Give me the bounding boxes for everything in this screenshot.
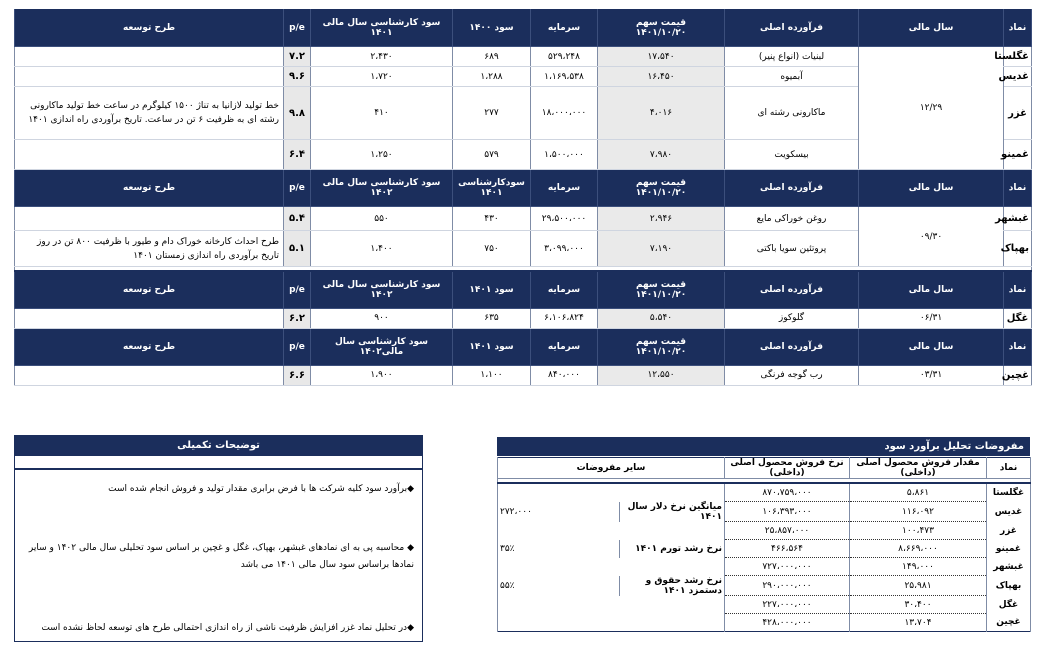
- plan-cell: طرح احداث کارخانه خوراک دام و طیور با ظرفیت ۸۰۰ تن در روز تاریخ برآوردی راه اندازی زمستان ۱۴۰۱: [15, 231, 284, 267]
- product-cell: آبمیوه: [725, 67, 859, 87]
- table-header-row: [15, 170, 1032, 207]
- other-label: نرخ رشد تورم ۱۴۰۱: [620, 540, 725, 558]
- col-symbol-header: نماد: [1004, 170, 1032, 207]
- diamond-bullet-icon: ◆: [407, 543, 414, 553]
- product-cell: ماکارونی رشته ای: [725, 87, 859, 140]
- col-symbol-header: نماد: [1004, 271, 1032, 308]
- pe-cell: ۵.۱: [284, 231, 311, 267]
- assumptions-title: مفروضات تحلیل برآورد سود: [497, 437, 1030, 456]
- note-item: ◆برآورد سود کلیه شرکت ها با فرض برابری مقدار تولید و فروش انجام شده است: [108, 484, 414, 494]
- capital-cell: ۸۴۰،۰۰۰: [531, 365, 598, 385]
- col-expert-header: سود کارشناسی سال مالی ۱۴۰۲: [311, 271, 453, 308]
- col-pe-header: p/e: [284, 10, 311, 47]
- col-fiscal-year-header: سال مالی: [859, 170, 1004, 207]
- symbol-cell: غگل: [987, 596, 1031, 614]
- rate-cell: ۲۲۷،۰۰۰،۰۰۰: [725, 596, 850, 614]
- col-fiscal-year-header: سال مالی: [859, 10, 1004, 47]
- symbol-cell: غدیس: [1004, 67, 1032, 87]
- col-fiscal-year-header: سال مالی: [859, 328, 1004, 365]
- profit-cell: ۶۸۹: [453, 47, 531, 67]
- profit-cell: ۲۷۷: [453, 87, 531, 140]
- plan-cell: [15, 365, 284, 385]
- col-plan-header: طرح توسعه: [15, 328, 284, 365]
- symbol-cell: غزر: [1004, 87, 1032, 140]
- pe-cell: ۵.۴: [284, 207, 311, 231]
- col-symbol-header: نماد: [987, 458, 1031, 479]
- table-row: [498, 502, 1031, 522]
- col-profit-header: سودکارشناسی ۱۴۰۱: [453, 170, 531, 207]
- profit-cell: ۱،۲۸۸: [453, 67, 531, 87]
- plan-cell: [15, 67, 284, 87]
- col-capital-header: سرمایه: [531, 328, 598, 365]
- col-symbol-header: نماد: [1004, 10, 1032, 47]
- pe-cell: ۹.۸: [284, 87, 311, 140]
- diamond-bullet-icon: ◆: [407, 484, 414, 494]
- col-profit-header: سود ۱۴۰۱: [453, 271, 531, 308]
- expert-profit-cell: ۱،۷۲۰: [311, 67, 453, 87]
- profit-cell: ۶۳۵: [453, 308, 531, 328]
- col-product-header: فرآورده اصلی: [725, 328, 859, 365]
- qty-cell: ۱۳،۷۰۴: [850, 614, 987, 632]
- product-cell: پروتئین سویا باکتی: [725, 231, 859, 267]
- note-item: ◆ محاسبه پی به ای نمادهای غبشهر، بهپاک، غگل و غچین بر اساس سود تحلیلی سال مالی ۱۴۰۲ و سایر نمادها براساس سود سال مالی ۱۴۰۱ می باشد: [28, 543, 414, 570]
- expert-profit-cell: ۴۱۰: [311, 87, 453, 140]
- col-pe-header: p/e: [284, 170, 311, 207]
- table-row: [498, 596, 1031, 614]
- capital-cell: ۵۲۹،۲۴۸: [531, 47, 598, 67]
- price-cell: ۱۶،۴۵۰: [598, 67, 725, 87]
- rate-cell: ۲۹۰،۰۰۰،۰۰۰: [725, 576, 850, 596]
- symbol-cell: غبشهر: [1004, 207, 1032, 231]
- col-symbol-header: نماد: [1004, 328, 1032, 365]
- col-plan-header: طرح توسعه: [15, 10, 284, 47]
- qty-cell: ۱۱۶،۰۹۲: [850, 502, 987, 522]
- rate-cell: ۱۰۶،۳۹۳،۰۰۰: [725, 502, 850, 522]
- col-product-header: فرآورده اصلی: [725, 170, 859, 207]
- table-row: [498, 576, 1031, 596]
- symbol-cell: غگلستا: [987, 483, 1031, 502]
- qty-cell: ۳۰،۴۰۰: [850, 596, 987, 614]
- fiscal-year-cell: ۰۹/۳۰: [859, 207, 1004, 267]
- col-capital-header: سرمایه: [531, 170, 598, 207]
- qty-cell: ۱۰۰،۴۷۳: [850, 522, 987, 540]
- col-capital-header: سرمایه: [531, 10, 598, 47]
- table-row: [15, 365, 1032, 385]
- valuation-table: [14, 9, 1032, 386]
- profit-cell: ۷۵۰: [453, 231, 531, 267]
- qty-cell: ۲۵،۹۸۱: [850, 576, 987, 596]
- table-header-row: [15, 10, 1032, 47]
- expert-profit-cell: ۱،۲۵۰: [311, 140, 453, 170]
- table-row: [498, 483, 1031, 502]
- col-other-header: سایر مفروضات: [498, 458, 725, 479]
- expert-profit-cell: ۹۰۰: [311, 308, 453, 328]
- table-row: [498, 540, 1031, 558]
- rate-cell: ۴۲۸،۰۰۰،۰۰۰: [725, 614, 850, 632]
- col-pe-header: p/e: [284, 271, 311, 308]
- other-value: ۳۵٪: [498, 540, 620, 558]
- symbol-cell: غچین: [987, 614, 1031, 632]
- symbol-cell: بهپاک: [987, 576, 1031, 596]
- price-cell: ۱۲،۵۵۰: [598, 365, 725, 385]
- product-cell: گلوکوز: [725, 308, 859, 328]
- col-pe-header: p/e: [284, 328, 311, 365]
- qty-cell: ۱۴۹،۰۰۰: [850, 558, 987, 576]
- col-rate-header: نرخ فروش محصول اصلی (داخلی): [725, 458, 850, 479]
- price-cell: ۴،۰۱۶: [598, 87, 725, 140]
- col-product-header: فرآورده اصلی: [725, 10, 859, 47]
- plan-cell: [15, 47, 284, 67]
- col-capital-header: سرمایه: [531, 271, 598, 308]
- table-header-row: [15, 328, 1032, 365]
- table-header-row: [15, 271, 1032, 308]
- price-cell: ۷،۱۹۰: [598, 231, 725, 267]
- profit-cell: ۵۷۹: [453, 140, 531, 170]
- rate-cell: ۸۷۰،۷۵۹،۰۰۰: [725, 483, 850, 502]
- symbol-cell: غزر: [987, 522, 1031, 540]
- plan-cell: [15, 308, 284, 328]
- profit-cell: ۴۳۰: [453, 207, 531, 231]
- symbol-cell: غگلستا: [1004, 47, 1032, 67]
- capital-cell: ۶،۱۰۶،۸۲۴: [531, 308, 598, 328]
- product-cell: روغن خوراکی مایع: [725, 207, 859, 231]
- plan-cell: [15, 140, 284, 170]
- expert-profit-cell: ۱،۴۰۰: [311, 231, 453, 267]
- capital-cell: ۲۹،۵۰۰،۰۰۰: [531, 207, 598, 231]
- col-expert-header: سود کارشناسی سال مالی۱۴۰۲: [311, 328, 453, 365]
- assumptions-table: [497, 457, 1031, 632]
- expert-profit-cell: ۱،۹۰۰: [311, 365, 453, 385]
- col-plan-header: طرح توسعه: [15, 170, 284, 207]
- fiscal-year-cell: ۰۶/۳۱: [859, 308, 1004, 328]
- col-price-header: قیمت سهم ۱۴۰۱/۱۰/۲۰: [598, 271, 725, 308]
- pe-cell: ۶.۶: [284, 365, 311, 385]
- expert-profit-cell: ۲،۴۳۰: [311, 47, 453, 67]
- symbol-cell: غچین: [1004, 365, 1032, 385]
- fiscal-year-cell: ۱۲/۲۹: [859, 47, 1004, 170]
- other-value: ۲۷۲،۰۰۰: [498, 502, 620, 522]
- diamond-bullet-icon: ◆: [407, 623, 414, 633]
- symbol-cell: غمینو: [1004, 140, 1032, 170]
- col-expert-header: سود کارشناسی سال مالی ۱۴۰۱: [311, 10, 453, 47]
- col-expert-header: سود کارشناسی سال مالی ۱۴۰۲: [311, 170, 453, 207]
- notes-panel: [14, 435, 423, 642]
- table-row: [498, 614, 1031, 632]
- note-item: ◆در تحلیل نماد غزر افزایش ظرفیت ناشی از راه اندازی احتمالی طرح های توسعه لحاظ نشده است: [41, 623, 414, 633]
- symbol-cell: بهپاک: [1004, 231, 1032, 267]
- pe-cell: ۶.۴: [284, 140, 311, 170]
- qty-cell: ۵،۸۶۱: [850, 483, 987, 502]
- col-fiscal-year-header: سال مالی: [859, 271, 1004, 308]
- symbol-cell: غگل: [1004, 308, 1032, 328]
- rate-cell: ۴۶۶،۵۶۴: [725, 540, 850, 558]
- col-price-header: قیمت سهم ۱۴۰۱/۱۰/۲۰: [598, 10, 725, 47]
- other-label: نرخ رشد حقوق و دستمزد ۱۴۰۱: [620, 576, 725, 596]
- qty-cell: ۸،۶۶۹،۰۰۰: [850, 540, 987, 558]
- plan-cell: خط تولید لازانیا به تناژ ۱۵۰۰ کیلوگرم در ساعت خط تولید ماکارونی رشته ای به ظرفیت ۶ تن در ساعت. تاریخ برآوردی راه اندازی ۱۴۰۱: [15, 87, 284, 140]
- col-product-header: فرآورده اصلی: [725, 271, 859, 308]
- assumptions-header-row: [498, 458, 1031, 479]
- price-cell: ۵،۵۴۰: [598, 308, 725, 328]
- fiscal-year-cell: ۰۳/۳۱: [859, 365, 1004, 385]
- table-row: [498, 558, 1031, 576]
- expert-profit-cell: ۵۵۰: [311, 207, 453, 231]
- table-row: [498, 522, 1031, 540]
- product-cell: بیسکویت: [725, 140, 859, 170]
- rate-cell: ۷۲۷،۰۰۰،۰۰۰: [725, 558, 850, 576]
- capital-cell: ۱۸،۰۰۰،۰۰۰: [531, 87, 598, 140]
- symbol-cell: غبشهر: [987, 558, 1031, 576]
- symbol-cell: غدیس: [987, 502, 1031, 522]
- capital-cell: ۳،۰۹۹،۰۰۰: [531, 231, 598, 267]
- pe-cell: ۷.۲: [284, 47, 311, 67]
- product-cell: لبنیات (انواع پنیر): [725, 47, 859, 67]
- col-price-header: قیمت سهم ۱۴۰۱/۱۰/۲۰: [598, 328, 725, 365]
- notes-title: توضیحات تکمیلی: [15, 436, 422, 456]
- other-label: میانگین نرخ دلار سال ۱۴۰۱: [620, 502, 725, 522]
- capital-cell: ۱،۵۰۰،۰۰۰: [531, 140, 598, 170]
- pe-cell: ۶.۲: [284, 308, 311, 328]
- price-cell: ۱۷،۵۴۰: [598, 47, 725, 67]
- symbol-cell: غمینو: [987, 540, 1031, 558]
- table-row: [15, 47, 1032, 67]
- col-plan-header: طرح توسعه: [15, 271, 284, 308]
- price-cell: ۲،۹۴۶: [598, 207, 725, 231]
- capital-cell: ۱،۱۶۹،۵۳۸: [531, 67, 598, 87]
- other-value: ۵۵٪: [498, 576, 620, 596]
- price-cell: ۷،۹۸۰: [598, 140, 725, 170]
- table-row: [15, 308, 1032, 328]
- col-profit-header: سود ۱۴۰۰: [453, 10, 531, 47]
- table-row: [15, 207, 1032, 231]
- col-profit-header: سود ۱۴۰۱: [453, 328, 531, 365]
- col-price-header: قیمت سهم ۱۴۰۱/۱۰/۲۰: [598, 170, 725, 207]
- col-qty-header: مقدار فروش محصول اصلی (داخلی): [850, 458, 987, 479]
- plan-cell: [15, 207, 284, 231]
- product-cell: رب گوجه فرنگی: [725, 365, 859, 385]
- profit-cell: ۱،۱۰۰: [453, 365, 531, 385]
- rate-cell: ۲۵،۸۵۷،۰۰۰: [725, 522, 850, 540]
- pe-cell: ۹.۶: [284, 67, 311, 87]
